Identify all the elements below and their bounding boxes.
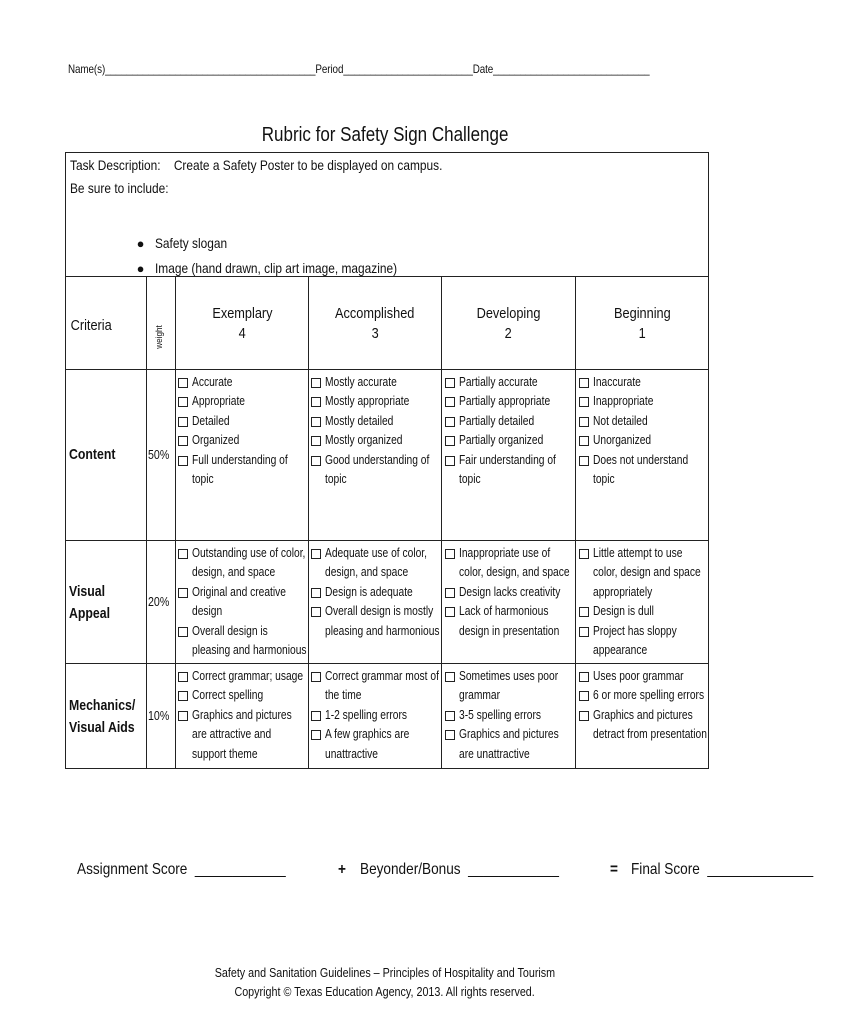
checkbox-icon — [311, 456, 321, 466]
mechanics-accomplished-cell: Correct grammar most of the time 1-2 spelling errors A few graphics are unattractive — [311, 667, 464, 764]
assignment-score-field[interactable]: Assignment Score ____________ — [76, 861, 286, 878]
level-header-exemplary: Exemplary 4 — [211, 305, 273, 342]
mechanics-beginning-cell: Uses poor grammar 6 or more spelling errors Graphics and pictures detract from presentation — [579, 667, 732, 745]
content-accomplished-cell: Mostly accurate Mostly appropriate Mostly detailed Mostly organized Good understanding of topic — [311, 373, 452, 489]
footer-copyright: Copyright © Texas Education Agency, 2013. All rights reserved. — [234, 985, 536, 999]
checkbox-icon — [579, 711, 589, 721]
bullet-icon: ● — [136, 261, 145, 276]
criterion-visual-appeal: Visual Appeal — [69, 583, 111, 622]
list-item: ● Image (hand drawn, clip art image, magazine) — [136, 260, 397, 276]
level-header-accomplished: Accomplished 3 — [335, 305, 415, 342]
checkbox-icon — [178, 397, 188, 407]
checkbox-icon — [311, 672, 321, 682]
checkbox-icon — [311, 378, 321, 388]
checkbox-icon — [445, 672, 455, 682]
visual-accomplished-cell: Adequate use of color, design, and space Design is adequate Overall design is mostly pleasing and harmonious — [311, 544, 465, 641]
checkbox-icon — [178, 711, 188, 721]
visual-exemplary-cell: Outstanding use of color, design, and space Original and creative design Overall design is pleasing and harmonious — [178, 544, 332, 660]
checkbox-icon — [311, 417, 321, 427]
content-exemplary-cell: Accurate Appropriate Detailed Organized Full understanding of topic — [178, 373, 309, 489]
bullet-icon: ● — [136, 236, 145, 251]
plus-sign: + — [338, 861, 347, 878]
level-header-developing: Developing 2 — [476, 305, 541, 342]
level-header-beginning: Beginning 1 — [613, 305, 671, 342]
task-description: Task Description: Create a Safety Poster to be displayed on campus. — [70, 157, 443, 173]
checkbox-icon — [579, 417, 589, 427]
checkbox-icon — [311, 607, 321, 617]
criterion-content: Content — [69, 446, 116, 463]
checkbox-icon — [178, 378, 188, 388]
weight-value: 10% — [148, 709, 170, 723]
checkbox-icon — [311, 436, 321, 446]
checkbox-icon — [579, 436, 589, 446]
checkbox-icon — [178, 417, 188, 427]
checkbox-icon — [311, 730, 321, 740]
footer — [0, 964, 770, 1002]
content-beginning-cell: Inaccurate Inappropriate Not detailed Unorganized Does not understand topic — [579, 373, 709, 489]
bonus-score-field[interactable]: Beyonder/Bonus ____________ — [359, 861, 559, 878]
mechanics-developing-cell: Sometimes uses poor grammar 3-5 spelling errors Graphics and pictures are unattractive — [445, 667, 581, 764]
final-score-field[interactable]: Final Score ______________ — [631, 861, 814, 878]
task-instruction: Be sure to include: — [70, 180, 169, 196]
criteria-header: Criteria — [70, 317, 112, 334]
page-title: Rubric for Safety Sign Challenge — [261, 124, 509, 146]
visual-beginning-cell: Little attempt to use color, design and space appropriately Design is dull Project has sloppy appearance — [579, 544, 724, 660]
weight-header: weight — [154, 325, 165, 349]
list-item: ● Safety slogan — [136, 235, 227, 251]
checkbox-icon — [445, 456, 455, 466]
checkbox-icon — [445, 417, 455, 427]
checkbox-icon — [311, 711, 321, 721]
checkbox-icon — [445, 436, 455, 446]
checkbox-icon — [311, 588, 321, 598]
checkbox-icon — [445, 378, 455, 388]
checkbox-icon — [445, 607, 455, 617]
checkbox-icon — [178, 672, 188, 682]
checkbox-icon — [445, 588, 455, 598]
name-period-date-line: Name(s)_______________________________________Period________________________Date_____________________________ — [68, 62, 650, 76]
checkbox-icon — [178, 627, 188, 637]
checkbox-icon — [579, 378, 589, 388]
checkbox-icon — [579, 691, 589, 701]
checkbox-icon — [579, 397, 589, 407]
task-description-box — [65, 152, 709, 277]
checkbox-icon — [445, 730, 455, 740]
checkbox-icon — [445, 549, 455, 559]
weight-value: 50% — [148, 448, 170, 462]
equals-sign: = — [609, 861, 618, 878]
checkbox-icon — [579, 456, 589, 466]
content-developing-cell: Partially accurate Partially appropriate Partially detailed Partially organized Fair understanding of topic — [445, 373, 577, 489]
criterion-mechanics-visual-aids: Mechanics/ Visual Aids — [69, 697, 136, 736]
footer-course-line: Safety and Sanitation Guidelines – Principles of Hospitality and Tourism — [214, 966, 556, 980]
checkbox-icon — [579, 627, 589, 637]
checkbox-icon — [178, 691, 188, 701]
checkbox-icon — [445, 711, 455, 721]
checkbox-icon — [445, 397, 455, 407]
checkbox-icon — [178, 436, 188, 446]
visual-developing-cell: Inappropriate use of color, design, and space Design lacks creativity Lack of harmonious design in presentation — [445, 544, 594, 641]
checkbox-icon — [579, 607, 589, 617]
weight-value: 20% — [148, 595, 170, 609]
checkbox-icon — [178, 549, 188, 559]
mechanics-exemplary-cell: Correct grammar; usage Correct spelling Graphics and pictures are attractive and support theme — [178, 667, 327, 764]
score-line — [68, 843, 845, 879]
checkbox-icon — [178, 456, 188, 466]
checkbox-icon — [579, 549, 589, 559]
checkbox-icon — [579, 672, 589, 682]
checkbox-icon — [311, 397, 321, 407]
checkbox-icon — [178, 588, 188, 598]
checkbox-icon — [311, 549, 321, 559]
rubric-table — [65, 276, 709, 769]
